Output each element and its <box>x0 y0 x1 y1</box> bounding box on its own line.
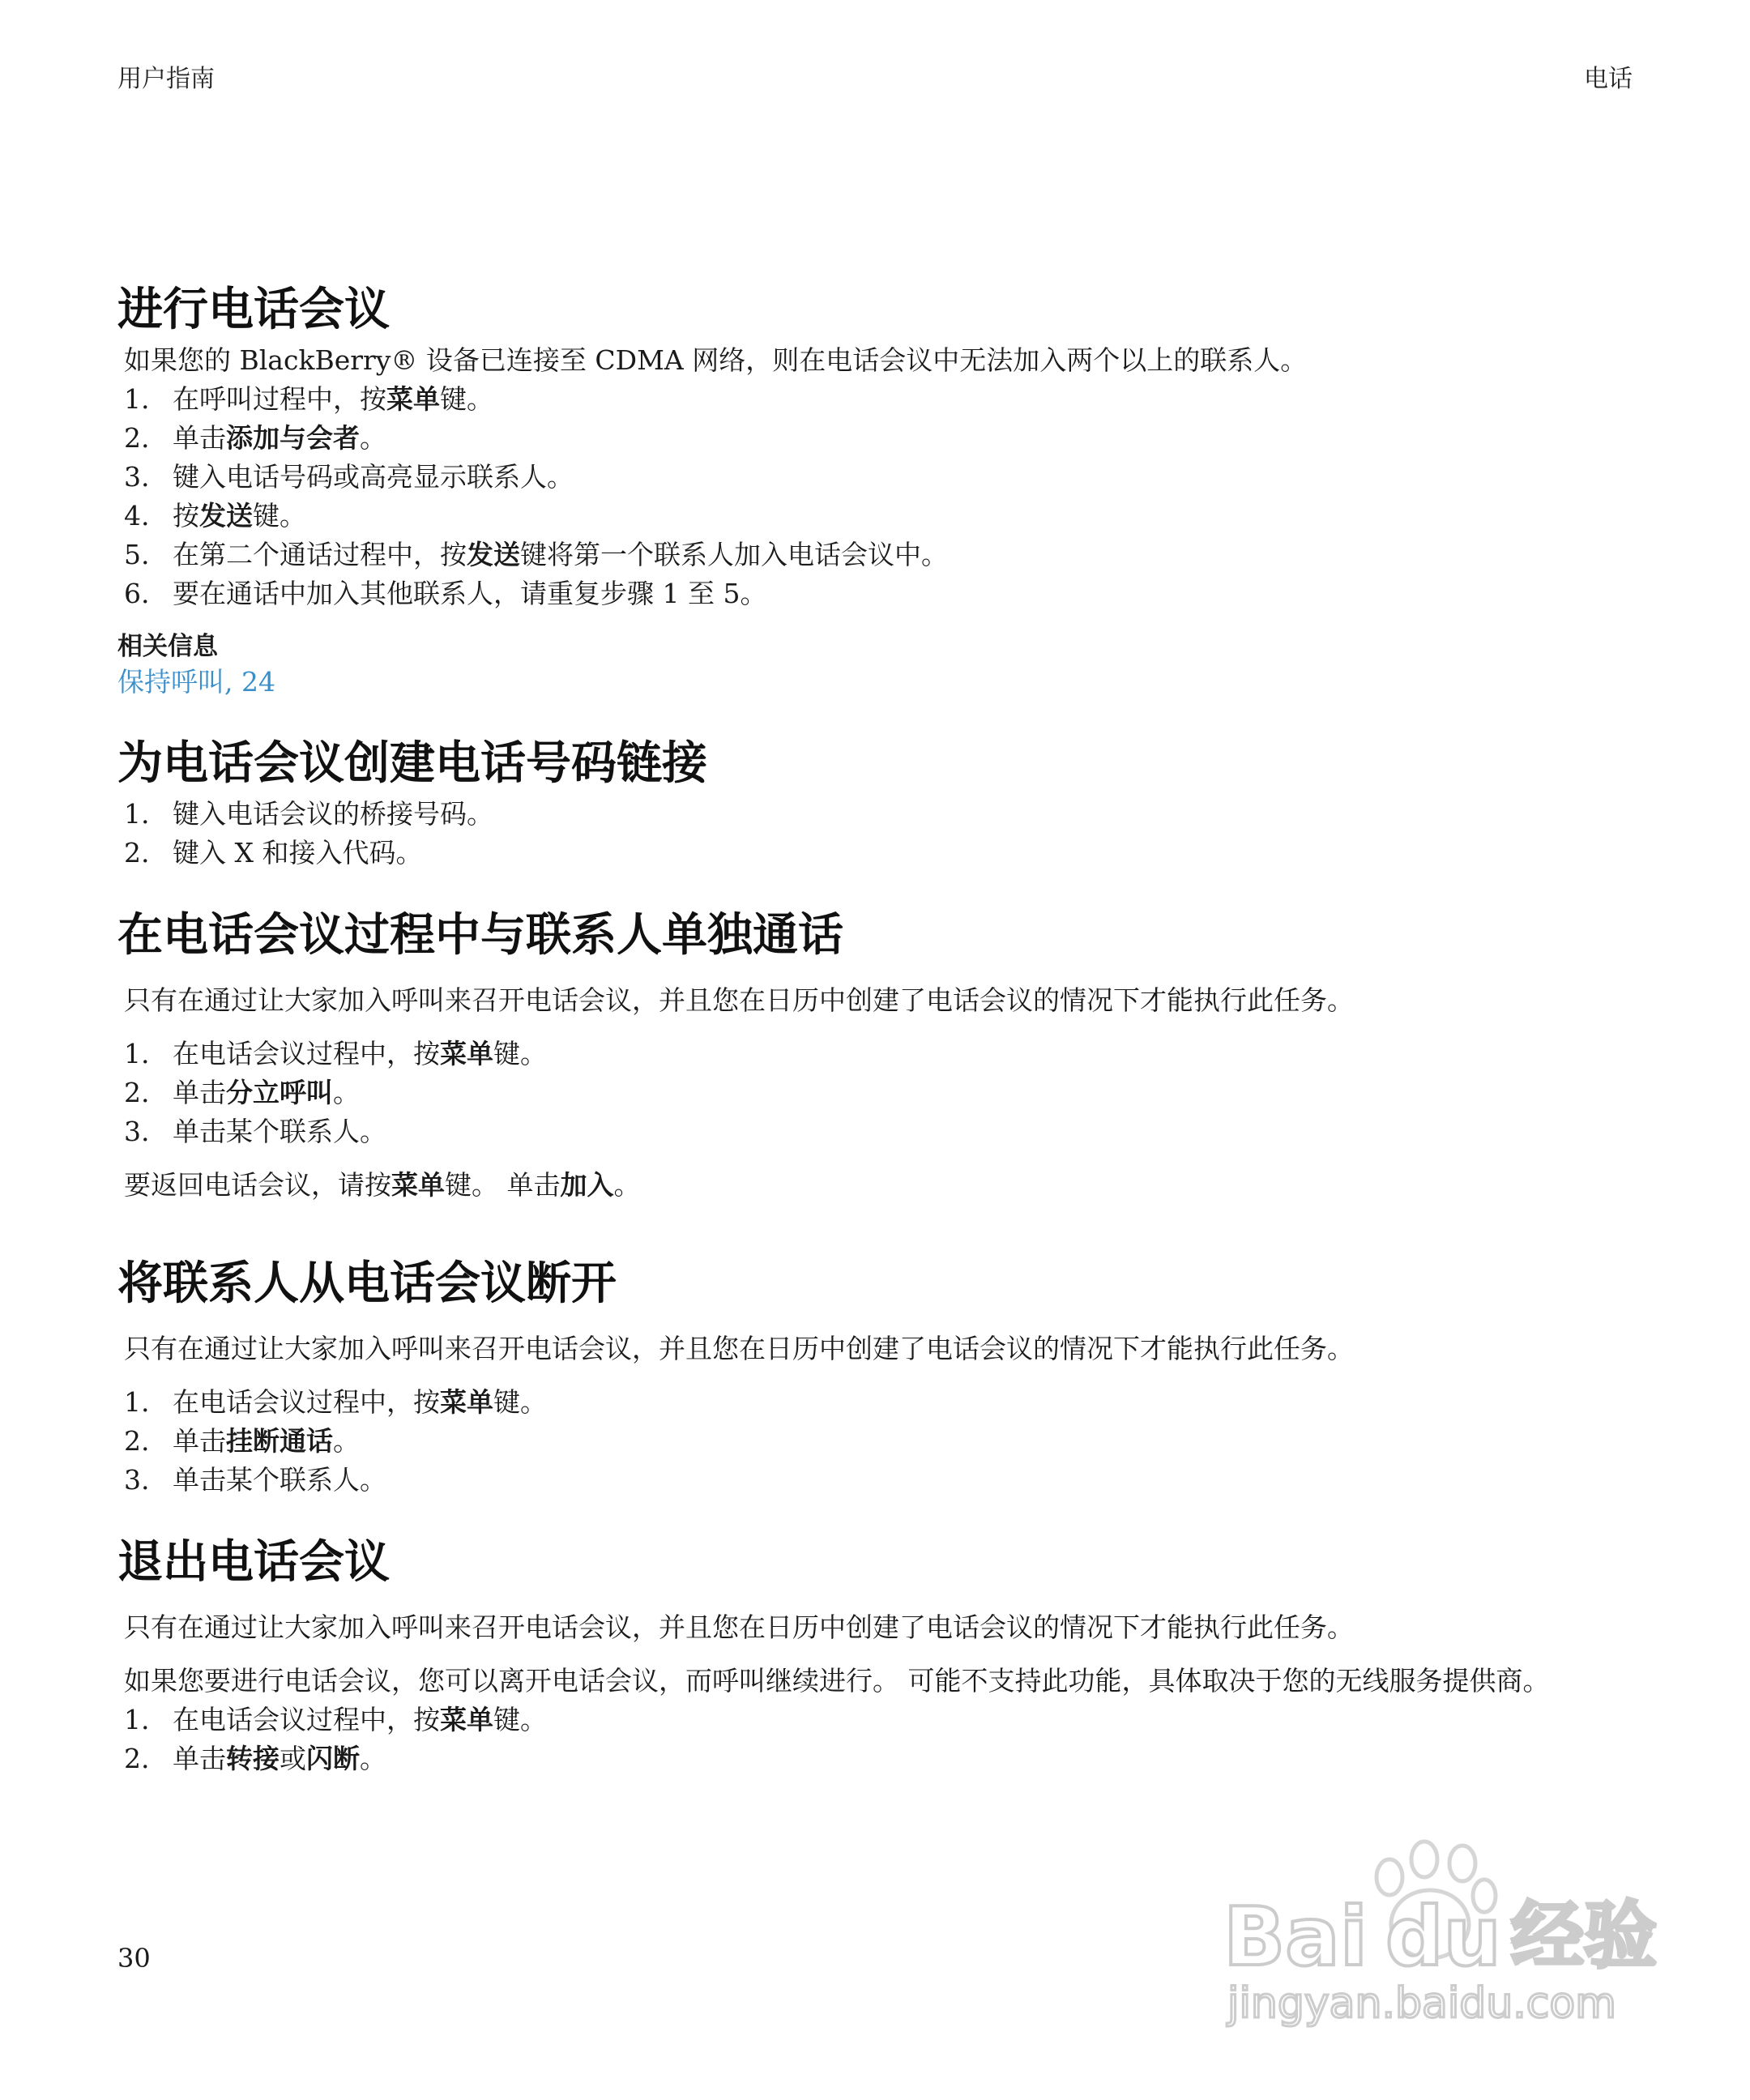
step-item <box>117 1461 1641 1500</box>
section-note: 只有在通过让大家加入呼叫来召开电话会议，并且您在日历中创建了电话会议的情况下才能执行此任务。 <box>124 1333 1354 1364</box>
step-text: 要在通话中加入其他联系人，请重复步骤 1 至 5。 <box>173 578 767 609</box>
watermark-url: jingyan.baidu.com <box>1227 1979 1616 2028</box>
step-item <box>117 1422 1641 1461</box>
step-item <box>117 1035 1641 1073</box>
running-header-right: 电话 <box>1584 65 1633 93</box>
step-list <box>117 1383 1641 1500</box>
step-key-term: 菜单 <box>386 383 440 415</box>
step-item <box>117 497 1641 536</box>
step-item <box>117 1112 1641 1151</box>
step-key-term: 添加与会者 <box>226 422 360 454</box>
section-create-link <box>117 733 1641 873</box>
note-text: 要返回电话会议，请按 <box>124 1169 391 1201</box>
step-text: 键。 <box>253 500 306 531</box>
step-number: 1. <box>124 1386 150 1418</box>
step-text: 键。 <box>440 383 493 415</box>
section-title: 为电话会议创建电话号码链接 <box>117 737 707 790</box>
step-number: 2. <box>124 1743 150 1774</box>
step-key-term: 菜单 <box>440 1386 493 1418</box>
watermark-brand: Bai <box>1223 1889 1368 1984</box>
step-text: 在第二个通话过程中，按 <box>173 539 467 570</box>
step-number: 2. <box>124 1425 150 1457</box>
key-term: 加入 <box>560 1169 614 1201</box>
step-text: 单击 <box>173 1077 226 1108</box>
step-number: 2. <box>124 422 150 454</box>
section-note-2: 如果您要进行电话会议，您可以离开电话会议，而呼叫继续进行。 可能不支持此功能，具体取决于您的无线服务提供商。 <box>124 1665 1550 1697</box>
step-key-term: 挂断通话 <box>226 1425 333 1457</box>
step-text: 单击某个联系人。 <box>173 1116 386 1147</box>
step-text: 键将第一个联系人加入电话会议中。 <box>520 539 948 570</box>
step-text: 在电话会议过程中，按 <box>173 1386 440 1418</box>
step-key-term: 发送 <box>467 539 520 570</box>
step-key-term: 分立呼叫 <box>226 1077 333 1108</box>
step-number: 1. <box>124 383 150 415</box>
step-text: 。 <box>360 422 386 454</box>
step-text: 单击 <box>173 1425 226 1457</box>
step-text: 。 <box>333 1425 360 1457</box>
step-key-term: 发送 <box>199 500 253 531</box>
step-text: 键。 <box>493 1038 547 1069</box>
step-item <box>117 1701 1641 1739</box>
step-item <box>117 380 1641 419</box>
watermark-cn: 经验 <box>1511 1893 1657 1978</box>
key-term: 菜单 <box>391 1169 445 1201</box>
step-text: 按 <box>173 500 199 531</box>
step-text: 键入电话号码或高亮显示联系人。 <box>173 461 574 493</box>
step-item <box>117 458 1641 497</box>
step-key-term: 菜单 <box>440 1038 493 1069</box>
step-text: 在电话会议过程中，按 <box>173 1038 440 1069</box>
step-item <box>117 1739 1641 1778</box>
section-note: 如果您的 BlackBerry® 设备已连接至 CDMA 网络，则在电话会议中无法加入两个以上的联系人。 <box>124 344 1308 376</box>
step-text: 单击某个联系人。 <box>173 1464 386 1496</box>
section-leave-conference <box>117 1532 1641 1778</box>
step-text: 或 <box>280 1743 306 1774</box>
step-list <box>117 1701 1641 1778</box>
step-number: 2. <box>124 1077 150 1108</box>
step-number: 3. <box>124 461 150 493</box>
step-number: 3. <box>124 1116 150 1147</box>
step-text: 单击 <box>173 1743 226 1774</box>
step-item <box>117 536 1641 574</box>
step-text: 在电话会议过程中，按 <box>173 1704 440 1735</box>
step-text: 键。 <box>493 1704 547 1735</box>
step-number: 6. <box>124 578 150 609</box>
note-text: 。 <box>613 1169 641 1201</box>
step-text: 。 <box>360 1743 386 1774</box>
related-info-heading: 相关信息 <box>117 632 218 661</box>
step-number: 3. <box>124 1464 150 1496</box>
related-info-link[interactable]: 保持呼叫, 24 <box>117 666 275 698</box>
section-title: 进行电话会议 <box>117 284 390 336</box>
step-number: 1. <box>124 1704 150 1735</box>
step-key-term: 菜单 <box>440 1704 493 1735</box>
step-text: 键入电话会议的桥接号码。 <box>173 798 493 830</box>
step-text: 单击 <box>173 422 226 454</box>
page-number: 30 <box>117 1943 151 1974</box>
step-key-term: 转接 <box>226 1743 280 1774</box>
step-number: 5. <box>124 539 150 570</box>
section-note: 只有在通过让大家加入呼叫来召开电话会议，并且您在日历中创建了电话会议的情况下才能执行此任务。 <box>124 1611 1354 1643</box>
section-disconnect-contact <box>117 1253 1641 1500</box>
page-content <box>117 280 1641 1778</box>
step-text: 键。 <box>493 1386 547 1418</box>
watermark-brand-2: du <box>1385 1889 1501 1984</box>
baidu-jingyan-watermark <box>1223 1827 1677 2030</box>
step-list <box>117 795 1641 873</box>
step-item <box>117 574 1641 613</box>
section-after-note <box>117 1166 1641 1205</box>
running-header-left: 用户指南 <box>117 65 215 93</box>
step-text: 在呼叫过程中，按 <box>173 383 386 415</box>
step-list <box>117 1035 1641 1151</box>
step-text: 键入 X 和接入代码。 <box>173 837 423 869</box>
section-private-talk <box>117 905 1641 1205</box>
section-title: 将联系人从电话会议断开 <box>117 1257 617 1310</box>
note-text: 键。 单击 <box>445 1169 561 1201</box>
section-conference-call <box>117 280 1641 701</box>
step-key-term: 闪断 <box>306 1743 360 1774</box>
step-number: 1. <box>124 1038 150 1069</box>
section-title: 在电话会议过程中与联系人单独通话 <box>117 909 843 962</box>
section-note: 只有在通过让大家加入呼叫来召开电话会议，并且您在日历中创建了电话会议的情况下才能执行此任务。 <box>124 984 1354 1016</box>
step-number: 2. <box>124 837 150 869</box>
step-list <box>117 380 1641 613</box>
section-title: 退出电话会议 <box>117 1536 390 1589</box>
step-item <box>117 795 1641 834</box>
step-item <box>117 419 1641 458</box>
step-text: 。 <box>333 1077 360 1108</box>
step-item <box>117 1073 1641 1112</box>
step-number: 1. <box>124 798 150 830</box>
step-item <box>117 1383 1641 1422</box>
step-item <box>117 834 1641 873</box>
step-number: 4. <box>124 500 150 531</box>
